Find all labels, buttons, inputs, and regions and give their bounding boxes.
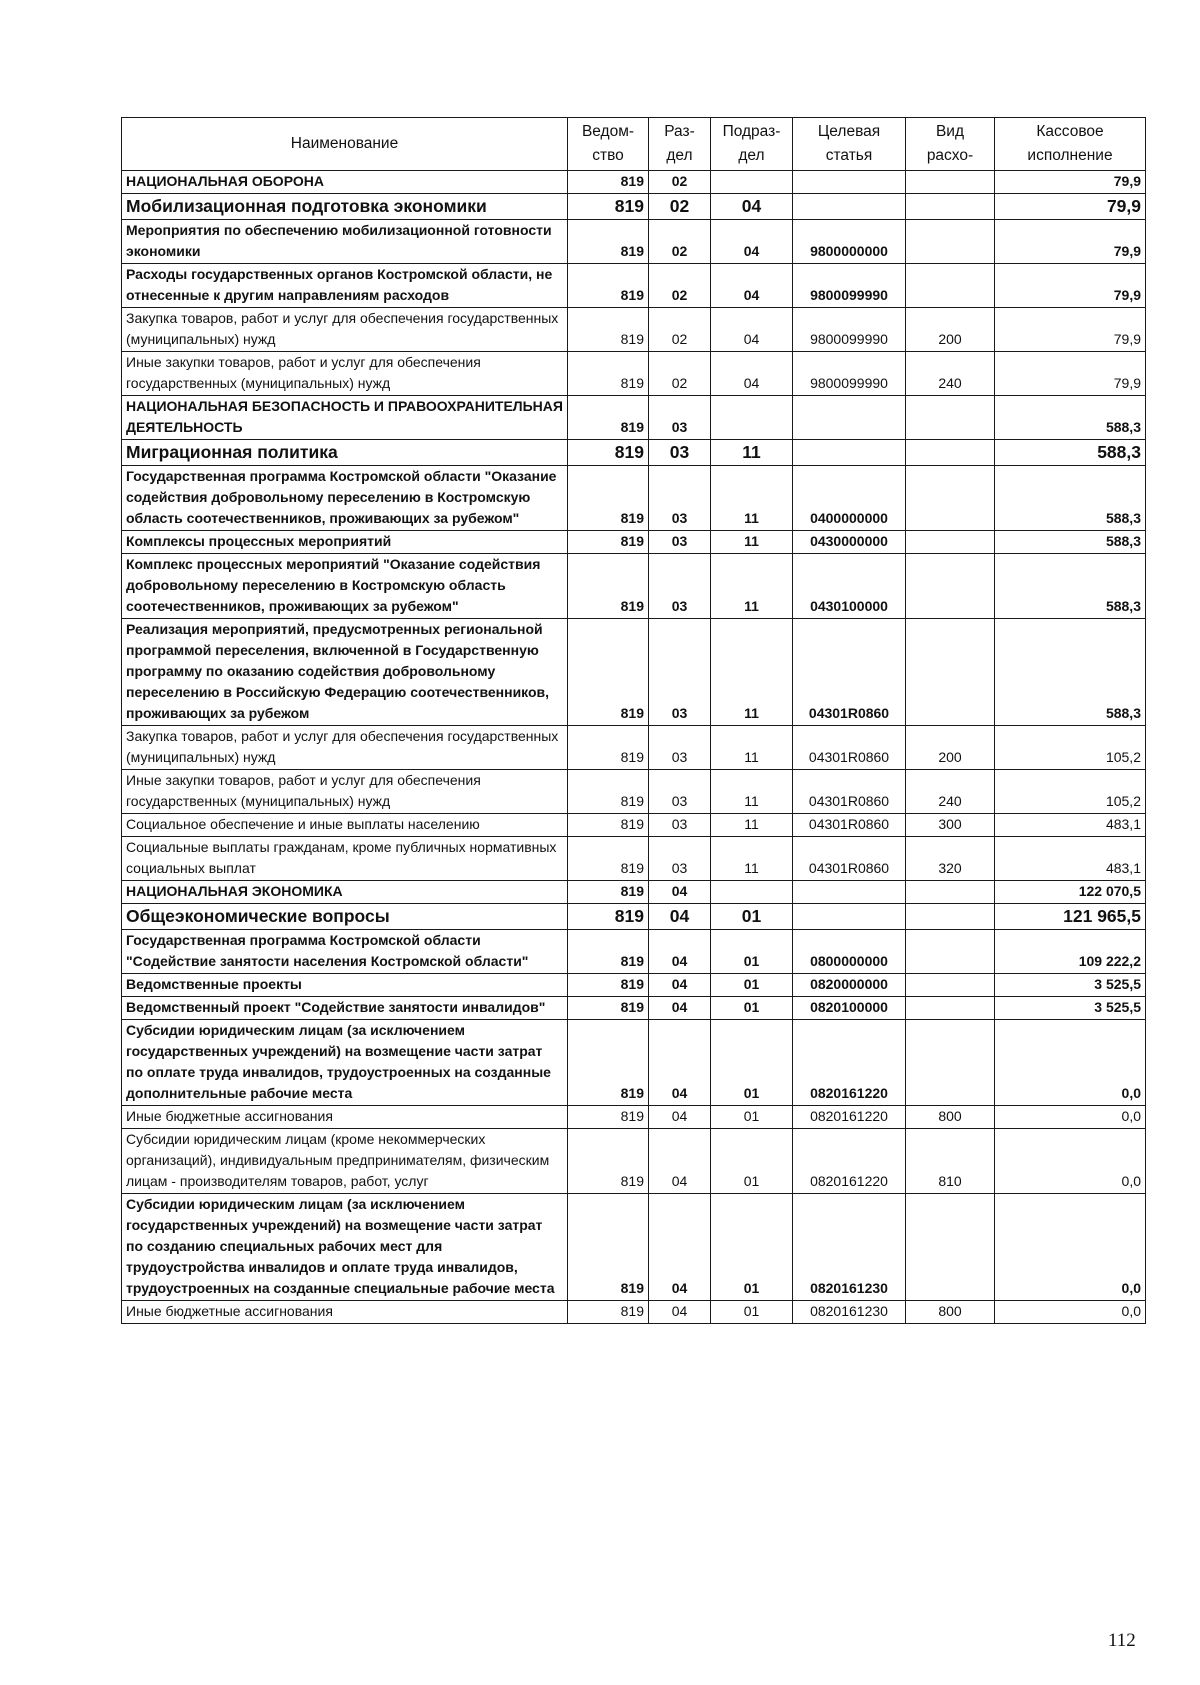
cell-razdel: 02 [649,220,711,264]
cell-razdel: 02 [649,352,711,396]
cell-vedomstvo: 819 [568,974,649,997]
cell-name: Закупка товаров, работ и услуг для обеспечения государственных (муниципальных) нужд [122,308,568,352]
table-row [122,1106,1146,1129]
cell-vid-raskhodov: 800 [906,1301,995,1324]
cell-vid-raskhodov [906,997,995,1020]
cell-razdel: 02 [649,264,711,308]
table-row [122,1020,1146,1106]
cell-tselevaya-statya [793,396,906,440]
cell-podrazdel: 01 [711,930,793,974]
cell-razdel: 04 [649,1301,711,1324]
header-podrazdel: Подраз- дел [711,118,793,171]
cell-vid-raskhodov [906,440,995,466]
cell-name: Иные бюджетные ассигнования [122,1301,568,1324]
header-name: Наименование [122,118,568,171]
cell-name: НАЦИОНАЛЬНАЯ ОБОРОНА [122,171,568,194]
table-row [122,837,1146,881]
table-row [122,554,1146,619]
cell-tselevaya-statya: 9800099990 [793,308,906,352]
cell-tselevaya-statya: 9800099990 [793,352,906,396]
cell-name: Иные бюджетные ассигнования [122,1106,568,1129]
cell-tselevaya-statya: 0800000000 [793,930,906,974]
cell-name: Государственная программа Костромской области "Оказание содействия добровольному переселению в Костромскую область соотечественников, проживающих за рубежом" [122,466,568,531]
cell-vid-raskhodov [906,264,995,308]
cell-tselevaya-statya [793,194,906,220]
cell-tselevaya-statya: 0820161220 [793,1020,906,1106]
cell-tselevaya-statya [793,904,906,930]
cell-vid-raskhodov [906,531,995,554]
cell-razdel: 04 [649,1129,711,1194]
cell-kassovoe-ispolnenie: 3 525,5 [995,997,1146,1020]
cell-tselevaya-statya: 04301R0860 [793,619,906,726]
cell-vedomstvo: 819 [568,930,649,974]
cell-vedomstvo: 819 [568,171,649,194]
cell-podrazdel: 11 [711,440,793,466]
cell-podrazdel: 01 [711,997,793,1020]
cell-podrazdel [711,396,793,440]
cell-vedomstvo: 819 [568,726,649,770]
cell-vedomstvo: 819 [568,881,649,904]
cell-tselevaya-statya: 0820161220 [793,1106,906,1129]
cell-podrazdel: 01 [711,1129,793,1194]
cell-tselevaya-statya: 0820100000 [793,997,906,1020]
cell-name: Реализация мероприятий, предусмотренных региональной программой переселения, включенной в Государственную программу по оказанию содействия добровольному переселению в Российскую Федерацию соотечественников, проживающих за рубежом [122,619,568,726]
table-row [122,904,1146,930]
table-row [122,726,1146,770]
table-row [122,619,1146,726]
cell-name: Закупка товаров, работ и услуг для обеспечения государственных (муниципальных) нужд [122,726,568,770]
page-number: 112 [1108,1630,1136,1651]
table-row [122,264,1146,308]
cell-vedomstvo: 819 [568,837,649,881]
cell-vid-raskhodov [906,1194,995,1301]
cell-podrazdel: 01 [711,974,793,997]
table-row [122,1129,1146,1194]
cell-vedomstvo: 819 [568,1020,649,1106]
cell-vid-raskhodov [906,171,995,194]
cell-podrazdel: 11 [711,837,793,881]
table-row [122,1301,1146,1324]
cell-vid-raskhodov [906,1020,995,1106]
cell-podrazdel: 01 [711,904,793,930]
cell-tselevaya-statya: 04301R0860 [793,726,906,770]
cell-razdel: 03 [649,466,711,531]
cell-kassovoe-ispolnenie: 79,9 [995,171,1146,194]
cell-vedomstvo: 819 [568,997,649,1020]
cell-tselevaya-statya: 0820000000 [793,974,906,997]
cell-vedomstvo: 819 [568,352,649,396]
cell-vedomstvo: 819 [568,396,649,440]
cell-kassovoe-ispolnenie: 121 965,5 [995,904,1146,930]
cell-razdel: 03 [649,531,711,554]
cell-razdel: 03 [649,837,711,881]
table-row [122,531,1146,554]
cell-kassovoe-ispolnenie: 79,9 [995,264,1146,308]
cell-tselevaya-statya [793,881,906,904]
cell-kassovoe-ispolnenie: 0,0 [995,1106,1146,1129]
table-row [122,220,1146,264]
cell-razdel: 03 [649,554,711,619]
cell-vedomstvo: 819 [568,264,649,308]
cell-kassovoe-ispolnenie: 588,3 [995,619,1146,726]
cell-kassovoe-ispolnenie: 0,0 [995,1129,1146,1194]
cell-vedomstvo: 819 [568,1301,649,1324]
cell-tselevaya-statya: 0820161230 [793,1194,906,1301]
cell-tselevaya-statya: 04301R0860 [793,837,906,881]
header-vid-raskhodov: Вид расхо- [906,118,995,171]
cell-name: НАЦИОНАЛЬНАЯ ЭКОНОМИКА [122,881,568,904]
cell-razdel: 04 [649,904,711,930]
cell-podrazdel: 04 [711,194,793,220]
cell-vid-raskhodov [906,974,995,997]
cell-tselevaya-statya [793,440,906,466]
cell-podrazdel: 01 [711,1194,793,1301]
cell-vid-raskhodov [906,194,995,220]
table-row [122,770,1146,814]
table-row [122,930,1146,974]
cell-podrazdel: 04 [711,264,793,308]
cell-kassovoe-ispolnenie: 588,3 [995,440,1146,466]
cell-vedomstvo: 819 [568,1194,649,1301]
cell-tselevaya-statya: 0820161230 [793,1301,906,1324]
cell-vedomstvo: 819 [568,308,649,352]
cell-razdel: 04 [649,997,711,1020]
cell-name: Социальные выплаты гражданам, кроме публичных нормативных социальных выплат [122,837,568,881]
cell-razdel: 02 [649,308,711,352]
cell-vid-raskhodov [906,554,995,619]
cell-name: Иные закупки товаров, работ и услуг для обеспечения государственных (муниципальных) нужд [122,770,568,814]
cell-vedomstvo: 819 [568,1129,649,1194]
cell-podrazdel: 01 [711,1301,793,1324]
cell-razdel: 03 [649,619,711,726]
cell-razdel: 02 [649,194,711,220]
cell-kassovoe-ispolnenie: 0,0 [995,1194,1146,1301]
table-row [122,997,1146,1020]
cell-kassovoe-ispolnenie: 79,9 [995,308,1146,352]
cell-kassovoe-ispolnenie: 0,0 [995,1301,1146,1324]
cell-razdel: 04 [649,881,711,904]
cell-name: Государственная программа Костромской области "Содействие занятости населения Костромской области" [122,930,568,974]
cell-kassovoe-ispolnenie: 79,9 [995,220,1146,264]
header-razdel: Раз- дел [649,118,711,171]
cell-vedomstvo: 819 [568,814,649,837]
cell-vid-raskhodov: 810 [906,1129,995,1194]
table-row [122,974,1146,997]
cell-razdel: 04 [649,1106,711,1129]
table-row [122,1194,1146,1301]
cell-vid-raskhodov: 200 [906,726,995,770]
cell-vid-raskhodov [906,881,995,904]
cell-razdel: 04 [649,1194,711,1301]
header-vedomstvo: Ведом- ство [568,118,649,171]
cell-podrazdel: 11 [711,619,793,726]
cell-kassovoe-ispolnenie: 588,3 [995,554,1146,619]
cell-podrazdel: 11 [711,531,793,554]
table-row [122,171,1146,194]
cell-name: Субсидии юридическим лицам (за исключением государственных учреждений) на возмещение части затрат по созданию специальных рабочих мест для трудоустройства инвалидов и оплате труда инвалидов, трудоустроенных на созданные специальные рабочие места [122,1194,568,1301]
table-row [122,194,1146,220]
cell-tselevaya-statya: 0430100000 [793,554,906,619]
cell-name: Иные закупки товаров, работ и услуг для обеспечения государственных (муниципальных) нужд [122,352,568,396]
cell-tselevaya-statya: 9800099990 [793,264,906,308]
cell-name: Социальное обеспечение и иные выплаты населению [122,814,568,837]
cell-kassovoe-ispolnenie: 588,3 [995,531,1146,554]
cell-vid-raskhodov: 240 [906,770,995,814]
cell-podrazdel: 04 [711,220,793,264]
cell-podrazdel [711,881,793,904]
cell-razdel: 03 [649,770,711,814]
cell-name: Субсидии юридическим лицам (кроме некоммерческих организаций), индивидуальным предпринимателям, физическим лицам - производителям товаров, работ, услуг [122,1129,568,1194]
cell-podrazdel: 01 [711,1020,793,1106]
cell-podrazdel: 11 [711,770,793,814]
cell-vedomstvo: 819 [568,1106,649,1129]
cell-vid-raskhodov: 800 [906,1106,995,1129]
table-row [122,440,1146,466]
cell-name: Комплекс процессных мероприятий "Оказание содействия добровольному переселению в Костромскую область соотечественников, проживающих за рубежом" [122,554,568,619]
table-row [122,352,1146,396]
table-row [122,396,1146,440]
cell-kassovoe-ispolnenie: 105,2 [995,726,1146,770]
cell-vid-raskhodov [906,396,995,440]
cell-kassovoe-ispolnenie: 588,3 [995,396,1146,440]
cell-kassovoe-ispolnenie: 79,9 [995,352,1146,396]
cell-name: Субсидии юридическим лицам (за исключением государственных учреждений) на возмещение части затрат по оплате труда инвалидов, трудоустроенных на созданные дополнительные рабочие места [122,1020,568,1106]
cell-podrazdel: 11 [711,554,793,619]
cell-vid-raskhodov [906,466,995,531]
cell-vid-raskhodov [906,930,995,974]
cell-vid-raskhodov: 240 [906,352,995,396]
cell-kassovoe-ispolnenie: 0,0 [995,1020,1146,1106]
table-row [122,814,1146,837]
table-row [122,308,1146,352]
cell-vedomstvo: 819 [568,619,649,726]
cell-vedomstvo: 819 [568,440,649,466]
cell-name: Мобилизационная подготовка экономики [122,194,568,220]
cell-tselevaya-statya: 04301R0860 [793,770,906,814]
cell-razdel: 03 [649,726,711,770]
cell-name: Комплексы процессных мероприятий [122,531,568,554]
cell-name: НАЦИОНАЛЬНАЯ БЕЗОПАСНОСТЬ И ПРАВООХРАНИТЕЛЬНАЯ ДЕЯТЕЛЬНОСТЬ [122,396,568,440]
header-kassovoe-ispolnenie: Кассовое исполнение [995,118,1146,171]
cell-podrazdel: 04 [711,352,793,396]
table-row [122,881,1146,904]
cell-podrazdel [711,171,793,194]
cell-podrazdel: 11 [711,726,793,770]
cell-tselevaya-statya: 0430000000 [793,531,906,554]
cell-name: Ведомственный проект "Содействие занятости инвалидов" [122,997,568,1020]
cell-tselevaya-statya: 0820161220 [793,1129,906,1194]
cell-razdel: 03 [649,396,711,440]
cell-kassovoe-ispolnenie: 483,1 [995,837,1146,881]
cell-vedomstvo: 819 [568,531,649,554]
cell-podrazdel: 11 [711,466,793,531]
table-header-row [122,118,1146,171]
cell-razdel: 04 [649,930,711,974]
budget-execution-table [121,117,1146,1324]
cell-tselevaya-statya: 9800000000 [793,220,906,264]
table-body [122,171,1146,1324]
cell-vid-raskhodov: 300 [906,814,995,837]
cell-name: Мероприятия по обеспечению мобилизационной готовности экономики [122,220,568,264]
cell-kassovoe-ispolnenie: 109 222,2 [995,930,1146,974]
cell-name: Ведомственные проекты [122,974,568,997]
cell-kassovoe-ispolnenie: 122 070,5 [995,881,1146,904]
cell-vedomstvo: 819 [568,770,649,814]
cell-razdel: 03 [649,814,711,837]
cell-vedomstvo: 819 [568,904,649,930]
cell-vid-raskhodov: 320 [906,837,995,881]
cell-podrazdel: 04 [711,308,793,352]
cell-tselevaya-statya: 04301R0860 [793,814,906,837]
cell-kassovoe-ispolnenie: 588,3 [995,466,1146,531]
cell-vid-raskhodov [906,904,995,930]
cell-vedomstvo: 819 [568,554,649,619]
cell-vid-raskhodov [906,220,995,264]
cell-vedomstvo: 819 [568,220,649,264]
cell-razdel: 02 [649,171,711,194]
cell-name: Миграционная политика [122,440,568,466]
cell-razdel: 03 [649,440,711,466]
cell-vid-raskhodov [906,619,995,726]
cell-kassovoe-ispolnenie: 3 525,5 [995,974,1146,997]
cell-kassovoe-ispolnenie: 105,2 [995,770,1146,814]
cell-name: Общеэкономические вопросы [122,904,568,930]
cell-razdel: 04 [649,974,711,997]
cell-podrazdel: 01 [711,1106,793,1129]
cell-kassovoe-ispolnenie: 79,9 [995,194,1146,220]
cell-tselevaya-statya [793,171,906,194]
table-row [122,466,1146,531]
cell-vedomstvo: 819 [568,466,649,531]
cell-razdel: 04 [649,1020,711,1106]
cell-podrazdel: 11 [711,814,793,837]
cell-name: Расходы государственных органов Костромской области, не отнесенные к другим направлениям расходов [122,264,568,308]
cell-vedomstvo: 819 [568,194,649,220]
cell-kassovoe-ispolnenie: 483,1 [995,814,1146,837]
cell-tselevaya-statya: 0400000000 [793,466,906,531]
cell-vid-raskhodov: 200 [906,308,995,352]
header-tselevaya-statya: Целевая статья [793,118,906,171]
